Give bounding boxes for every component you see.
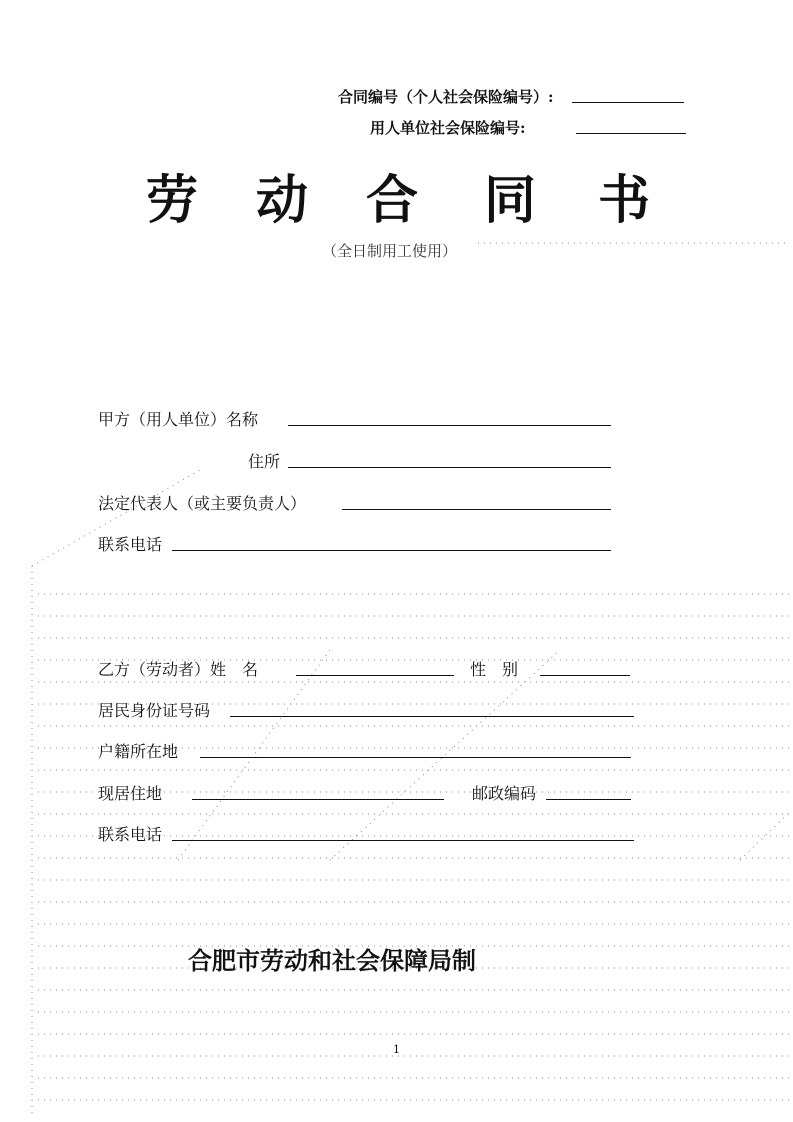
party-a-legal-rep-label: 法定代表人（或主要负责人） (98, 494, 307, 513)
party-a-address-label: 住所 (248, 452, 281, 471)
issuer-name: 合肥市劳动和社会保障局制 (188, 947, 476, 975)
party-a-address-line (288, 467, 611, 468)
title-char-4: 同 (484, 170, 537, 231)
party-b-id-label: 居民身份证号码 (98, 701, 211, 720)
party-b-hukou-label: 户籍所在地 (98, 742, 179, 761)
party-b-phone-line (172, 840, 634, 841)
party-b-hukou-line (200, 757, 631, 758)
party-b-gender-line (540, 675, 630, 676)
title-char-3: 合 (366, 170, 419, 231)
party-a-name-line (288, 425, 611, 426)
party-a-name-label: 甲方（用人单位）名称 (98, 410, 259, 429)
title-char-5: 书 (598, 170, 651, 231)
party-b-postal-label: 邮政编码 (472, 784, 537, 803)
employer-si-number-label: 用人单位社会保险编号: (370, 119, 526, 137)
contract-number-line (572, 102, 684, 103)
party-b-residence-label: 现居住地 (98, 784, 163, 803)
party-b-id-line (230, 716, 634, 717)
page-number: 1 (393, 1043, 400, 1056)
party-b-name-line (296, 675, 454, 676)
party-a-phone-label: 联系电话 (98, 535, 163, 554)
title-char-2: 动 (256, 170, 309, 231)
party-b-postal-line (546, 799, 631, 800)
party-b-phone-label: 联系电话 (98, 825, 163, 844)
party-b-residence-line (192, 799, 444, 800)
party-a-legal-rep-line (342, 509, 611, 510)
document-subtitle: （全日制用工使用） (322, 242, 458, 260)
contract-number-label: 合同编号（个人社会保险编号）: (338, 88, 554, 106)
employer-si-number-line (576, 133, 686, 134)
party-b-name-label: 乙方（劳动者）姓 名 (98, 660, 259, 679)
title-char-1: 劳 (146, 170, 199, 231)
party-a-phone-line (172, 550, 611, 551)
party-b-gender-label: 性 别 (470, 660, 519, 679)
